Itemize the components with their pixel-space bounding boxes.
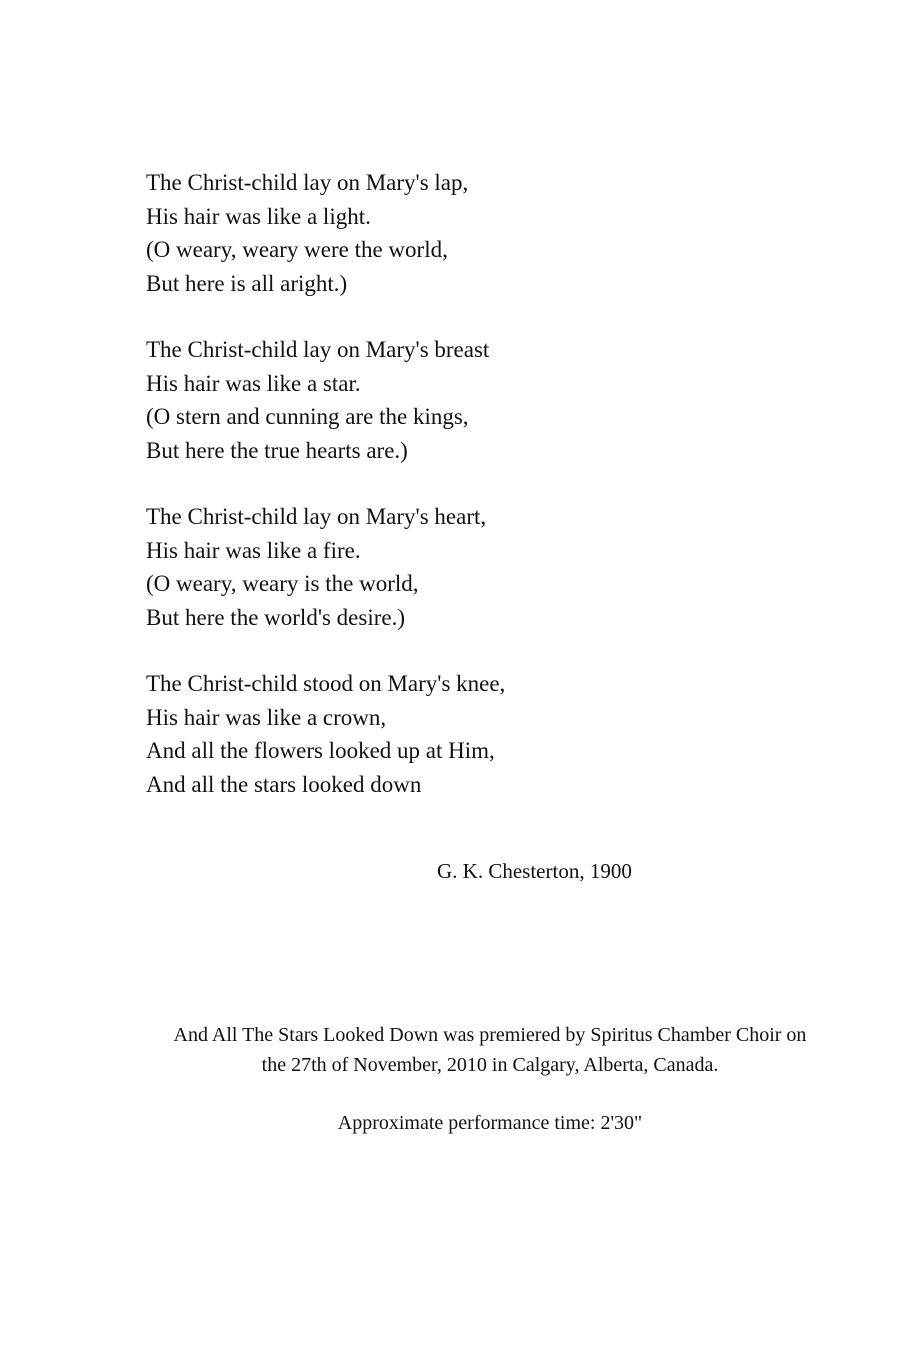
poem-line: (O weary, weary were the world, [146, 237, 448, 262]
poem-line: And all the flowers looked up at Him, [146, 738, 495, 763]
poem-line: His hair was like a light. [146, 203, 371, 229]
poem-stanza-2 [146, 333, 766, 467]
performance-notes [130, 1020, 850, 1138]
poem-line: And all the stars looked down [146, 771, 422, 797]
poem-line: His hair was like a crown, [146, 704, 387, 730]
poem-line: The Christ-child lay on Mary's lap, [146, 170, 469, 195]
poem-line: The Christ-child lay on Mary's heart, [146, 504, 487, 529]
poem-text [146, 166, 766, 801]
poem-line: (O weary, weary is the world, [146, 571, 419, 596]
poem-line: But here is all aright.) [146, 270, 348, 296]
poem-line: The Christ-child stood on Mary's knee, [146, 671, 506, 696]
poem-line: The Christ-child lay on Mary's breast [146, 337, 490, 362]
premiere-note-line-2: the 27th of November, 2010 in Calgary, Alberta, Canada. [261, 1054, 719, 1076]
poem-line: But here the world's desire.) [146, 604, 405, 630]
poem-stanza-1 [146, 166, 766, 300]
poem-line: His hair was like a fire. [146, 537, 361, 563]
poem-line: But here the true hearts are.) [146, 437, 408, 463]
performance-time: Approximate performance time: 2'30" [337, 1112, 643, 1134]
premiere-note-line-1: And All The Stars Looked Down was premiered by Spiritus Chamber Choir on [173, 1024, 807, 1046]
poem-line: His hair was like a star. [146, 370, 361, 396]
poem-stanza-3 [146, 500, 766, 634]
poem-line: (O stern and cunning are the kings, [146, 404, 469, 429]
poem-attribution: G. K. Chesterton, 1900 [437, 859, 632, 883]
poem-stanza-4 [146, 667, 766, 801]
